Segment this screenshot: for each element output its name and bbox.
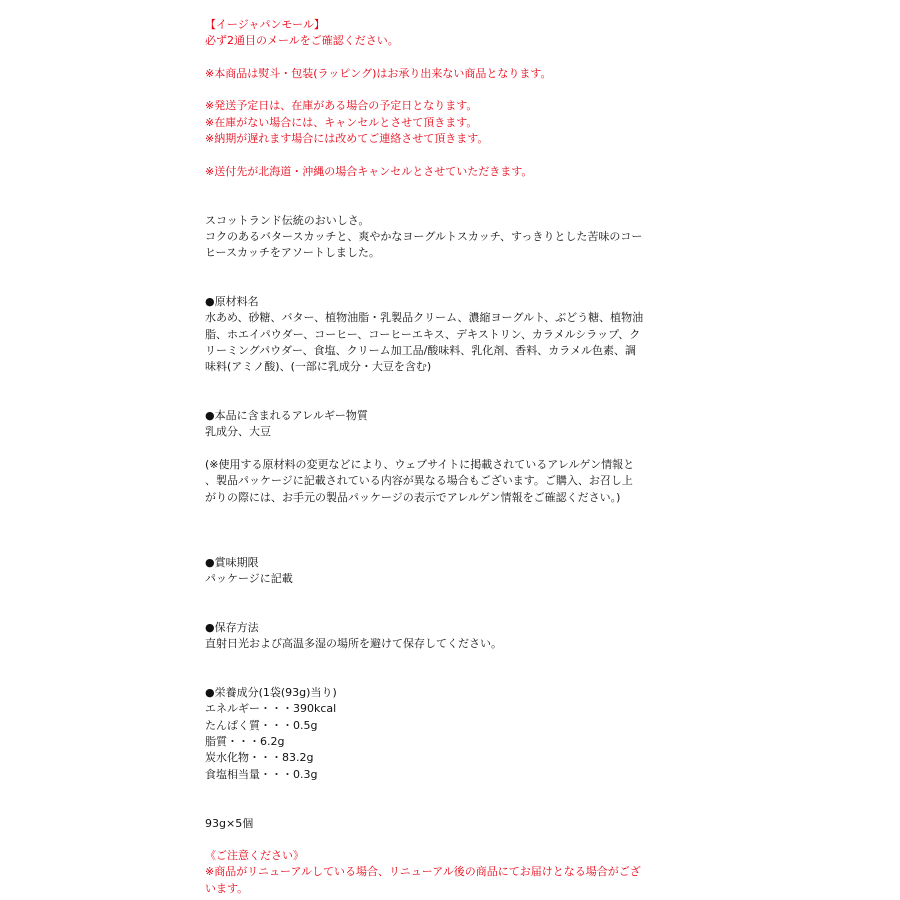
spacer xyxy=(205,522,665,538)
spacer xyxy=(205,604,665,620)
nutrition-heading: ●栄養成分(1袋(93g)当り) xyxy=(205,686,337,700)
best-before-section xyxy=(205,555,665,588)
ingredients-line: リーミングパウダー、食塩、クリーム加工品/酸味料、乳化剤、香料、カラメル色素、調 xyxy=(205,343,636,357)
product-description xyxy=(205,213,665,262)
caution-line: います。 xyxy=(205,881,249,895)
nutrition-row: たんぱく質・・・0.5g xyxy=(205,718,318,732)
allergens-note-line: がりの際には、お手元の製品パッケージの表示でアレルゲン情報をご確認ください。) xyxy=(205,490,621,504)
caution-heading: 《ご注意ください》 xyxy=(205,849,304,863)
spacer xyxy=(205,832,665,848)
nutrition-row: エネルギー・・・390kcal xyxy=(205,702,337,716)
nutrition-section xyxy=(205,685,665,783)
check-mail-notice: 必ず2通目のメールをご確認ください。 xyxy=(205,34,399,48)
storage-heading: ●保存方法 xyxy=(205,620,259,634)
store-notice xyxy=(205,17,665,180)
store-name: 【イージャパンモール】 xyxy=(205,18,325,31)
nutrition-row: 脂質・・・6.2g xyxy=(205,735,285,749)
out-of-stock-notice: ※在庫がない場合には、キャンセルとさせて頂きます。 xyxy=(205,115,478,129)
spacer xyxy=(205,506,665,522)
no-wrapping-notice: ※本商品は熨斗・包装(ラッピング)はお承り出来ない商品となります。 xyxy=(205,66,552,80)
allergens-value: 乳成分、大豆 xyxy=(205,425,271,439)
spacer xyxy=(205,180,665,196)
caution-line: ※商品がリニューアルしている場合、リニューアル後の商品にてお届けとなる場合がござ xyxy=(205,865,641,879)
spacer xyxy=(205,278,665,294)
best-before-heading: ●賞味期限 xyxy=(205,555,259,569)
storage-value: 直射日光および高温多湿の場所を避けて保存してください。 xyxy=(205,637,502,651)
spacer xyxy=(205,376,665,392)
allergens-heading: ●本品に含まれるアレルギー物質 xyxy=(205,409,368,423)
product-info-document xyxy=(205,17,665,897)
spacer xyxy=(205,539,665,555)
ingredients-line: 水あめ、砂糖、バター、植物油脂・乳製品クリーム、濃縮ヨーグルト、ぶどう糖、植物油 xyxy=(205,311,644,325)
ingredients-heading: ●原材料名 xyxy=(205,295,259,309)
caution-section xyxy=(205,848,665,897)
description-line: ヒースカッチをアソートしました。 xyxy=(205,246,380,260)
spacer xyxy=(205,50,665,66)
spacer xyxy=(205,587,665,603)
allergens-section xyxy=(205,408,665,506)
delay-contact-notice: ※納期が遅れます場合には改めてご連絡させて頂きます。 xyxy=(205,132,489,146)
spacer xyxy=(205,653,665,669)
spacer xyxy=(205,441,665,457)
description-line: コクのあるバタースカッチと、爽やかなヨーグルトスカッチ、すっきりとした苦味のコー xyxy=(205,229,643,243)
spacer xyxy=(205,82,665,98)
spacer xyxy=(205,783,665,799)
spacer xyxy=(205,669,665,685)
nutrition-row: 食塩相当量・・・0.3g xyxy=(205,767,318,781)
ingredients-line: 味料(アミノ酸)、(一部に乳成分・大豆を含む) xyxy=(205,360,432,374)
quantity-text: 93g×5個 xyxy=(205,816,254,830)
spacer xyxy=(205,799,665,815)
storage-section xyxy=(205,620,665,653)
spacer xyxy=(205,261,665,277)
spacer xyxy=(205,392,665,408)
ingredients-line: 脂、ホエイパウダー、コーヒー、コーヒーエキス、デキストリン、カラメルシラップ、ク xyxy=(205,327,641,341)
spacer xyxy=(205,196,665,212)
allergens-note-line: (※使用する原材料の変更などにより、ウェブサイトに掲載されているアレルゲン情報と xyxy=(205,458,635,472)
description-line: スコットランド伝統のおいしさ。 xyxy=(205,213,370,227)
nutrition-row: 炭水化物・・・83.2g xyxy=(205,751,314,765)
ingredients-section xyxy=(205,294,665,375)
region-cancel-notice: ※送付先が北海道・沖縄の場合キャンセルとさせていただきます。 xyxy=(205,164,533,178)
allergens-note-line: 、製品パッケージに記載されている内容が異なる場合もございます。ご購入、お召し上 xyxy=(205,474,633,488)
spacer xyxy=(205,147,665,163)
best-before-value: パッケージに記載 xyxy=(205,572,293,586)
shipping-date-notice: ※発送予定日は、在庫がある場合の予定日となります。 xyxy=(205,99,478,113)
